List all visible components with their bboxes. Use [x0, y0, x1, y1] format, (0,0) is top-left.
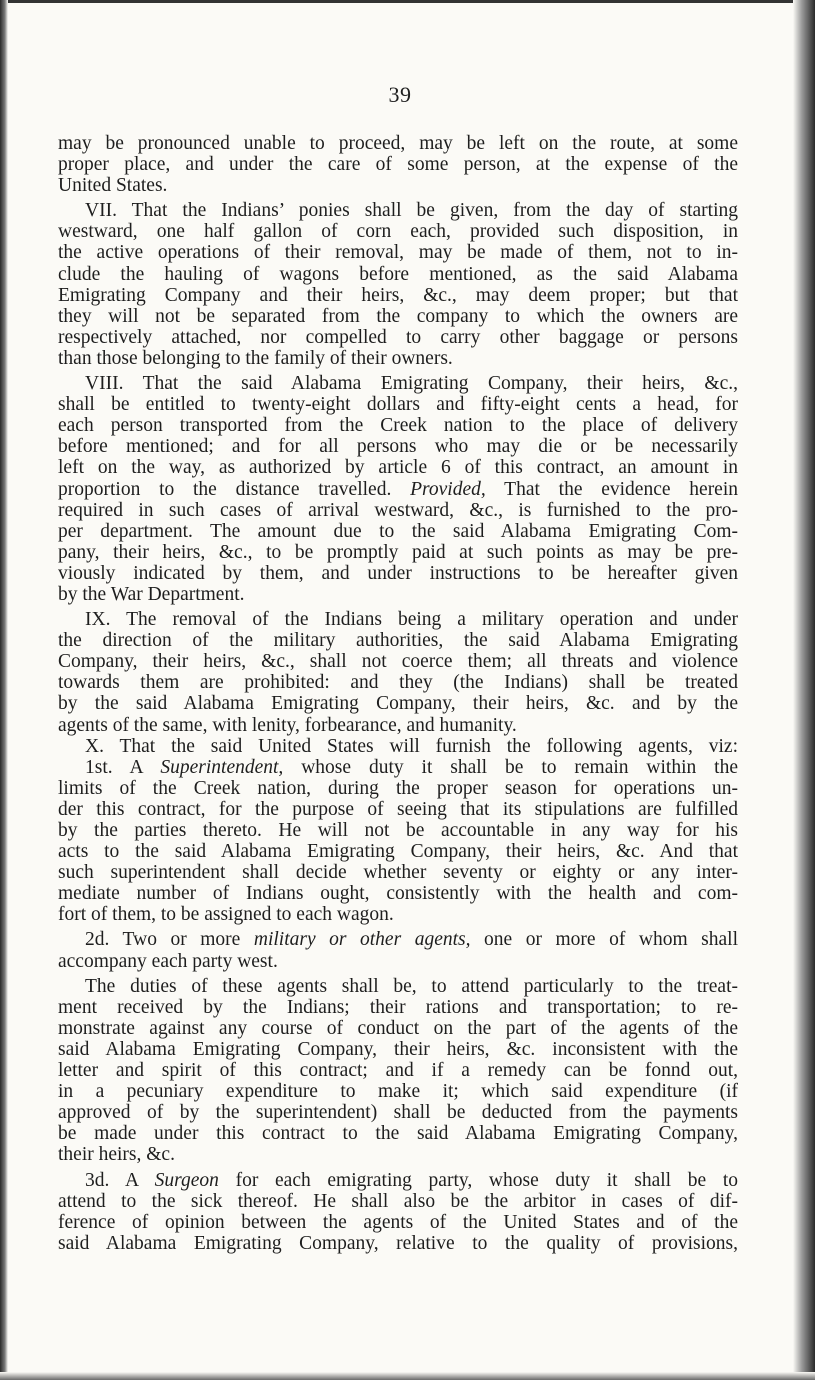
text-line: required in such cases of arrival westward, &c., is furnished to the pro-	[58, 499, 738, 521]
text-line-mixed	[58, 1170, 738, 1191]
text-line: ment received by the Indians; their rations and transportation; to re-	[58, 996, 738, 1018]
paragraph-continuation	[58, 133, 738, 196]
text-line: said Alabama Emigrating Company, their heirs, &c. inconsistent with the	[58, 1038, 738, 1060]
text-line: in a pecuniary expenditure to make it; which said expenditure (if	[58, 1081, 738, 1103]
text-line: acts to the said Alabama Emigrating Company, their heirs, &c. And that	[58, 841, 738, 863]
text-line: letter and spirit of this contract; and if a remedy can be fonnd out,	[58, 1060, 738, 1082]
text-line: by the said Alabama Emigrating Company, their heirs, &c. and by the	[58, 693, 738, 715]
text-segment: 1st. A	[85, 756, 161, 778]
text-line: westward, one half gallon of corn each, provided such disposition, in	[58, 221, 738, 243]
paragraph-agent-duties	[58, 976, 738, 1166]
text-line: ference of opinion between the agents of the United States and of the	[58, 1211, 738, 1233]
paragraph-article-vii	[58, 200, 738, 369]
text-line: they will not be separated from the company to which the owners are	[58, 305, 738, 327]
text-line: The duties of these agents shall be, to attend particularly to the treat-	[85, 975, 738, 997]
text-line: clude the hauling of wagons before mentioned, as the said Alabama	[58, 263, 738, 285]
text-line: der this contract, for the purpose of seeing that its stipulations are fulfilled	[58, 798, 738, 820]
text-line: be made under this contract to the said Alabama Emigrating Company,	[58, 1123, 738, 1145]
text-line: limits of the Creek nation, during the proper season for operations un-	[58, 777, 738, 799]
text-line: approved of by the superintendent) shall be deducted from the payments	[58, 1102, 738, 1124]
text-line: United States.	[58, 175, 168, 197]
text-line: by the War Department.	[58, 583, 245, 605]
page-edge-right	[793, 0, 815, 1380]
text-line: the active operations of their removal, may be made of them, not to in-	[58, 242, 738, 264]
paragraph-military-agents	[58, 929, 738, 971]
italic-term: military or other agents,	[253, 929, 471, 951]
text-line: respectively attached, nor compelled to carry other baggage or persons	[58, 326, 738, 348]
text-line: their heirs, &c.	[58, 1144, 175, 1166]
text-line: VIII. That the said Alabama Emigrating Company, their heirs, &c.,	[85, 373, 738, 395]
text-line: before mentioned; and for all persons who may die or be necessarily	[58, 436, 738, 458]
text-segment: 3d. A	[85, 1169, 155, 1191]
text-segment: whose duty it shall be to remain within the	[283, 756, 738, 778]
text-line: IX. The removal of the Indians being a military operation and under	[85, 609, 738, 631]
text-line-mixed	[58, 929, 738, 950]
text-line: by the parties thereto. He will not be accountable in any way for his	[58, 820, 738, 841]
italic-term: Provided,	[410, 478, 486, 500]
page-edge-left	[0, 0, 8, 1380]
text-line: monstrate against any course of conduct on the part of the agents of the	[58, 1017, 738, 1039]
text-line: said Alabama Emigrating Company, relative to the quality of provisions,	[58, 1232, 738, 1254]
text-segment: That the evidence herein	[485, 478, 739, 500]
text-line: viously indicated by them, and under instructions to be hereafter given	[58, 562, 738, 584]
paragraph-article-viii	[58, 373, 738, 605]
text-line: agents of the same, with lenity, forbearance, and humanity.	[58, 714, 517, 736]
italic-term: Superintendent,	[160, 756, 284, 778]
text-line: the direction of the military authorities, the said Alabama Emigrating	[58, 630, 738, 652]
text-segment: 2d. Two or more	[85, 929, 254, 951]
text-line: such superintendent shall decide whether seventy or eighty or any inter-	[58, 862, 738, 884]
text-line: shall be entitled to twenty-eight dollars and fifty-eight cents a head, for	[58, 394, 738, 416]
text-line: may be pronounced unable to proceed, may be left on the route, at some	[58, 133, 738, 154]
text-line: per department. The amount due to the said Alabama Emigrating Com-	[58, 520, 738, 542]
text-line-mixed	[58, 757, 738, 778]
paragraph-superintendent	[58, 757, 738, 926]
paragraph-article-ix	[58, 609, 738, 736]
text-line: pany, their heirs, &c., to be promptly paid at such points as may be pre-	[58, 541, 738, 563]
text-line: left on the way, as authorized by article 6 of this contract, an amount in	[58, 457, 738, 479]
paragraph-surgeon	[58, 1170, 738, 1254]
italic-term: Surgeon	[154, 1169, 219, 1191]
page-edge-bottom	[0, 1372, 815, 1380]
text-line: Company, their heirs, &c., shall not coerce them; all threats and violence	[58, 651, 738, 673]
text-segment: for each emigrating party, whose duty it shall be to	[218, 1169, 738, 1191]
page-number: 39	[388, 82, 412, 107]
text-segment: proportion to the distance travelled.	[58, 478, 392, 500]
text-line: accompany each party west.	[58, 950, 278, 972]
paragraph-article-x	[58, 736, 738, 757]
text-line: each person transported from the Creek nation to the place of delivery	[58, 415, 738, 437]
text-line: X. That the said United States will furnish the following agents, viz:	[85, 735, 738, 757]
text-line: attend to the sick thereof. He shall also be the arbitor in cases of dif-	[58, 1190, 738, 1212]
body-text	[58, 133, 738, 1254]
text-line: VII. That the Indians’ ponies shall be given, from the day of starting	[85, 200, 738, 222]
text-line: proper place, and under the care of some person, at the expense of the	[58, 154, 738, 176]
page-edge-top	[0, 0, 815, 3]
text-line: mediate number of Indians ought, consistently with the health and com-	[58, 883, 738, 905]
text-segment: one or more of whom shall	[470, 929, 738, 951]
text-line: Emigrating Company and their heirs, &c., may deem proper; but that	[58, 284, 738, 306]
text-line: fort of them, to be assigned to each wagon.	[58, 904, 394, 926]
text-line: than those belonging to the family of their owners.	[58, 347, 453, 369]
text-line: towards them are prohibited: and they (the Indians) shall be treated	[58, 672, 738, 694]
text-line-mixed	[58, 479, 738, 500]
